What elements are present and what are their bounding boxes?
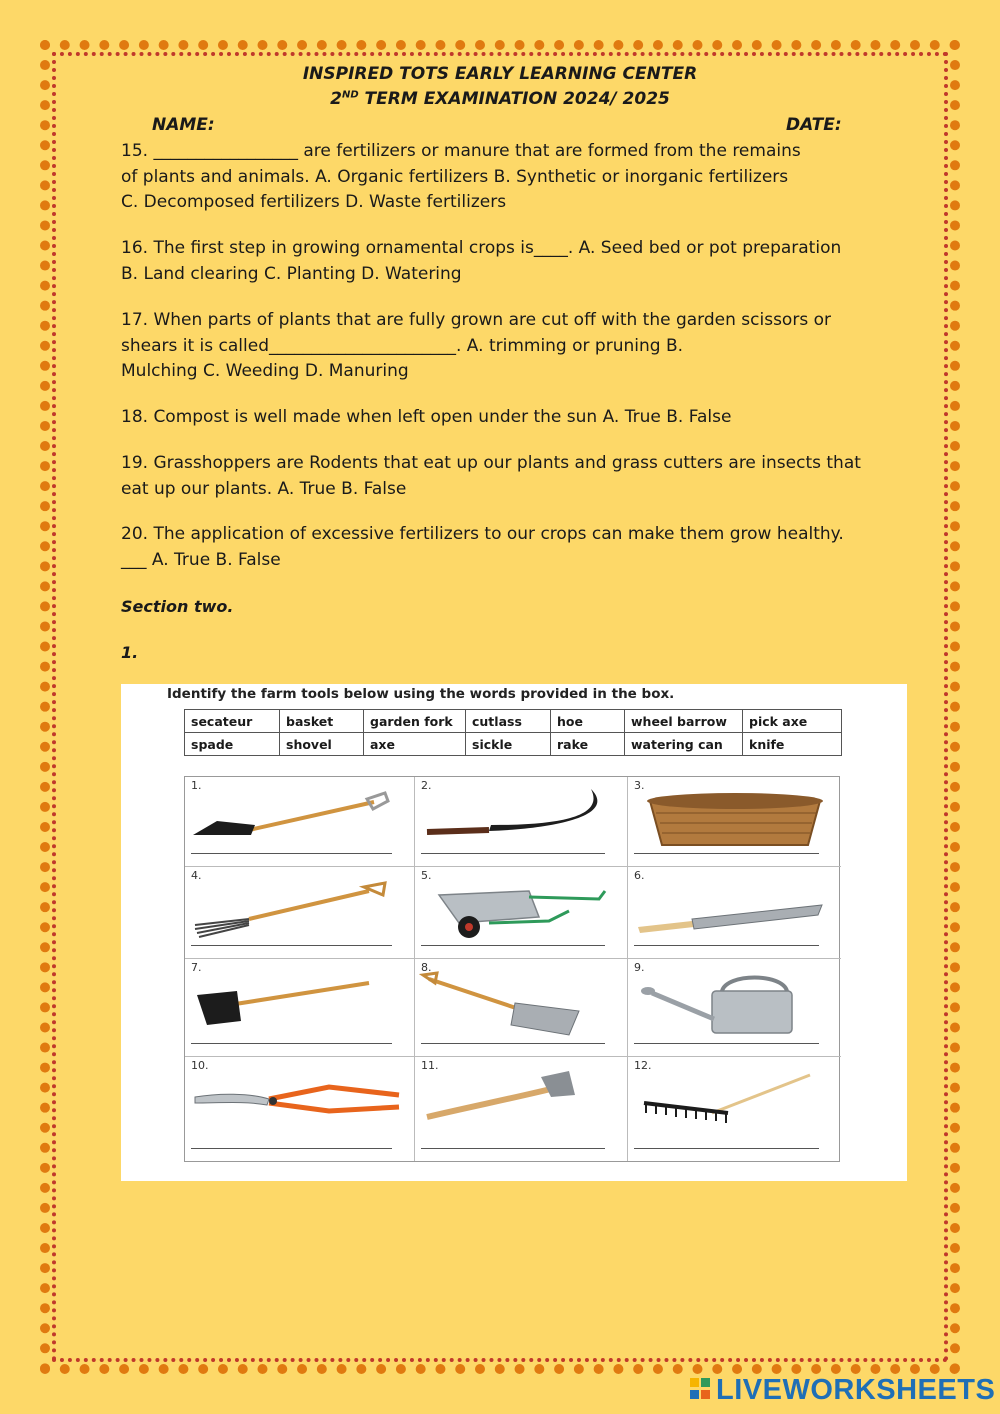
liveworksheets-text: LIVEWORKSHEETS xyxy=(716,1373,996,1406)
wheelbarrow-icon xyxy=(419,877,624,939)
tool-cell-6 xyxy=(628,867,841,959)
tool-number: 9. xyxy=(634,961,645,974)
word-cell: spade xyxy=(185,733,280,756)
question-20: 20. The application of excessive fertilizers to our crops can make them grow healthy. ___ A. True B. False xyxy=(121,524,844,570)
tool-cell-2 xyxy=(415,777,628,867)
date-label: DATE: xyxy=(786,115,842,135)
word-cell: garden fork xyxy=(364,710,466,733)
basket-icon xyxy=(632,787,837,855)
answer-line xyxy=(191,945,392,946)
word-cell: wheel barrow xyxy=(625,710,743,733)
tool-number: 3. xyxy=(634,779,645,792)
word-cell: hoe xyxy=(551,710,625,733)
answer-line xyxy=(634,945,819,946)
liveworksheets-logo xyxy=(690,1374,995,1406)
question-15: 15. _________________ are fertilizers or manure that are formed from the remains of plants and animals. A. Organic fertilizers B. Synthetic or inorganic fertilizers C. Decomposed fertilizers D. Waste fertilizers xyxy=(121,141,801,212)
tool-cell-8 xyxy=(415,959,628,1057)
liveworksheets-mark-icon xyxy=(690,1376,712,1404)
tool-number: 11. xyxy=(421,1059,439,1072)
answer-line xyxy=(634,1043,819,1044)
tool-cell-11 xyxy=(415,1057,628,1161)
exam-title: 2ND TERM EXAMINATION 2024/ 2025 xyxy=(330,89,670,109)
farm-tools-worksheet xyxy=(121,684,907,1181)
word-cell: sickle xyxy=(466,733,551,756)
rake-icon xyxy=(632,1067,837,1133)
word-cell: knife xyxy=(743,733,842,756)
cutlass-icon xyxy=(632,877,837,939)
tool-cell-12 xyxy=(628,1057,841,1161)
school-name: INSPIRED TOTS EARLY LEARNING CENTER xyxy=(302,64,698,84)
tool-number: 5. xyxy=(421,869,432,882)
tool-cell-9 xyxy=(628,959,841,1057)
tool-number: 8. xyxy=(421,961,432,974)
word-cell: shovel xyxy=(280,733,364,756)
answer-line xyxy=(421,1043,605,1044)
secateur-icon xyxy=(189,1067,409,1133)
worksheet-instruction: Identify the farm tools below using the words provided in the box. xyxy=(167,686,675,702)
tool-number: 7. xyxy=(191,961,202,974)
spade-icon xyxy=(189,787,409,847)
tool-cell-10 xyxy=(185,1057,415,1161)
question-17: 17. When parts of plants that are fully grown are cut off with the garden scissors or shears it is called______________________. A. trimming or pruning B. Mulching C. Weeding D. Manuring xyxy=(121,310,831,381)
answer-line xyxy=(421,853,605,854)
tool-cell-7 xyxy=(185,959,415,1057)
answer-line xyxy=(191,853,392,854)
hoe-icon xyxy=(189,969,409,1035)
word-cell: axe xyxy=(364,733,466,756)
word-cell: pick axe xyxy=(743,710,842,733)
shovel-icon xyxy=(419,969,624,1037)
answer-line xyxy=(421,1148,605,1149)
tool-number: 1. xyxy=(191,779,202,792)
word-cell: basket xyxy=(280,710,364,733)
answer-line xyxy=(421,945,605,946)
answer-line xyxy=(191,1043,392,1044)
section-item-number: 1. xyxy=(121,643,139,662)
answer-line xyxy=(634,853,819,854)
section-title: Section two. xyxy=(121,597,234,616)
tool-number: 10. xyxy=(191,1059,209,1072)
tool-cell-1 xyxy=(185,777,415,867)
word-box xyxy=(184,709,842,756)
sickle-icon xyxy=(419,787,624,847)
watering-can-icon xyxy=(632,969,837,1037)
question-18: 18. Compost is well made when left open under the sun A. True B. False xyxy=(121,407,732,427)
tool-number: 2. xyxy=(421,779,432,792)
question-16: 16. The first step in growing ornamental crops is____. A. Seed bed or pot preparation B. Land clearing C. Planting D. Watering xyxy=(121,238,842,284)
tool-number: 4. xyxy=(191,869,202,882)
name-label: NAME: xyxy=(152,115,215,135)
answer-line xyxy=(191,1148,392,1149)
tools-grid xyxy=(184,776,840,1162)
word-cell: cutlass xyxy=(466,710,551,733)
word-cell: rake xyxy=(551,733,625,756)
tool-cell-5 xyxy=(415,867,628,959)
garden-fork-icon xyxy=(189,877,409,939)
word-cell: watering can xyxy=(625,733,743,756)
tool-cell-3 xyxy=(628,777,841,867)
word-cell: secateur xyxy=(185,710,280,733)
tool-number: 12. xyxy=(634,1059,652,1072)
axe-icon xyxy=(419,1067,624,1133)
question-19: 19. Grasshoppers are Rodents that eat up our plants and grass cutters are insects that eat up our plants. A. True B. False xyxy=(121,453,861,499)
tool-number: 6. xyxy=(634,869,645,882)
tool-cell-4 xyxy=(185,867,415,959)
answer-line xyxy=(634,1148,819,1149)
